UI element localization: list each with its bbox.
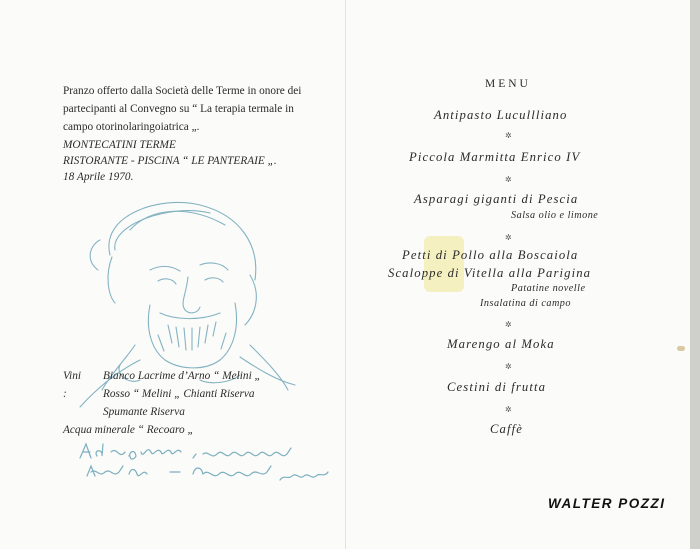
stain-mark [677,346,685,351]
menu-side: Salsa olio e limone [511,210,599,221]
separator-star: ✲ [505,233,512,242]
menu-course: Antipasto Lucullliano [434,108,568,122]
venue-line: 18 Aprile 1970. [63,171,134,183]
wines-label: Vini : [63,370,81,400]
menu-title: MENU [485,78,531,90]
intro-line: partecipanti al Convegno su “ La terapia termale in [63,103,294,115]
separator-star: ✲ [505,362,512,371]
menu-side: Patatine novelle [511,283,586,294]
separator-star: ✲ [505,175,512,184]
menu-course: Caffè [490,422,523,436]
separator-star: ✲ [505,405,512,414]
stain-mark [424,236,464,292]
separator-star: ✲ [505,320,512,329]
menu-course: Cestini di frutta [447,380,547,394]
intro-line: Pranzo offerto dalla Società delle Terme in onore dei [63,85,302,97]
wine-item: Rosso “ Melini „ Chianti Riserva [103,388,255,400]
water-item: Acqua minerale “ Recoaro „ [63,424,194,436]
menu-course: Asparagi giganti di Pescia [414,192,579,206]
venue-info [63,137,325,185]
card-edge [690,0,700,549]
wine-item: Spumante Riserva [103,406,185,418]
menu-course: Petti di Pollo alla Boscaiola [402,248,579,262]
separator-star: ✲ [505,131,512,140]
venue-line: RISTORANTE - PISCINA “ LE PANTERAIE „. [63,155,277,167]
menu-course: Piccola Marmitta Enrico IV [409,150,581,164]
card-fold [345,0,346,549]
menu-side: Insalatina di campo [480,298,571,309]
intro-text [63,82,325,136]
venue-line: MONTECATINI TERME [63,139,176,151]
menu-course: Marengo al Moka [447,337,555,351]
intro-line: campo otorinolaringoiatrica „. [63,121,200,133]
menu-course: Scaloppe di Vitella alla Parigina [388,266,592,280]
handwritten-dedication [75,438,345,488]
signature-text: WALTER POZZI [548,496,666,511]
wine-item: Bianco Lacrime d’Arno “ Melini „ [103,370,261,382]
signature [548,490,688,520]
